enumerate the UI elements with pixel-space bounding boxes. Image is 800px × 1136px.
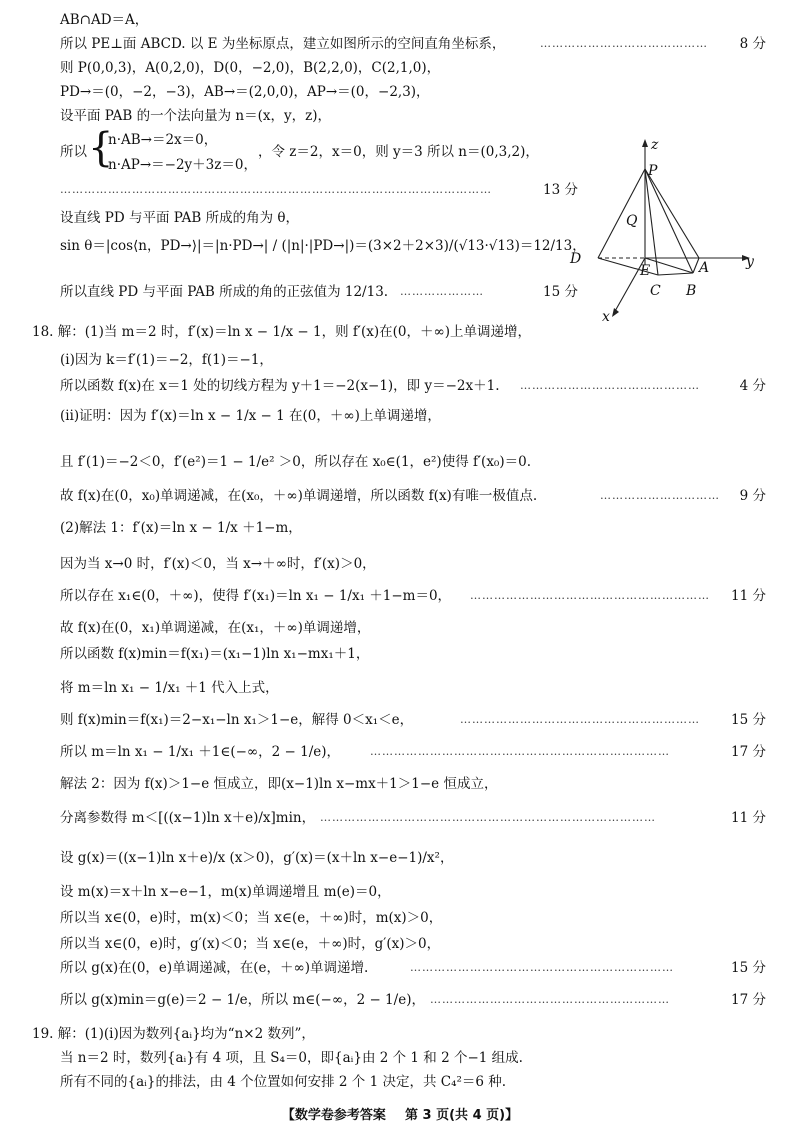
line-6a: 所以: [60, 144, 87, 160]
line-31: 所以 g(x)在(0，e)单调递减，在(e，＋∞)单调递增.: [60, 960, 369, 976]
edge-CB: [658, 273, 693, 275]
line-17: (2)解法 1：f′(x)＝ln x − 1/x ＋1−m，: [60, 520, 302, 536]
line-2: 所以 PE⊥面 ABCD. 以 E 为坐标原点，建立如图所示的空间直角坐标系，: [60, 36, 506, 52]
line-35: 所有不同的{aᵢ}的排法，由 4 个位置如何安排 2 个 1 决定，共 C₄²＝6 种.: [60, 1074, 507, 1090]
line-26: 分离参数得 m＜[((x−1)ln x＋e)/x]min，: [60, 810, 316, 826]
line-32: 所以 g(x)min＝g(e)＝2 − 1/e，所以 m∈(−∞，2 − 1/e)，: [60, 992, 425, 1008]
line-5: 设平面 PAB 的一个法向量为 n＝(x，y，z)，: [60, 108, 331, 124]
pyramid-figure: [568, 135, 768, 330]
score: 17 分: [731, 992, 766, 1008]
line-1: AB∩AD＝A，: [60, 12, 149, 28]
leader-dots: …………………………: [600, 489, 720, 502]
line-24: 所以 m＝ln x₁ − 1/x₁ ＋1∈(−∞，2 − 1/e)，: [60, 744, 341, 760]
line-15: 且 f′(1)＝−2＜0，f′(e²)＝1 − 1/e² ＞0，所以存在 x₀∈(1，e²)使得 f′(x₀)＝0.: [60, 454, 531, 470]
line-28: 设 m(x)＝x＋ln x−e−1，m(x)单调递增且 m(e)＝0，: [60, 884, 391, 900]
leader-dots: …………………: [400, 285, 484, 298]
line-12: (ⅰ)因为 k＝f′(1)＝−2，f(1)＝−1，: [60, 352, 273, 368]
line-27: 设 g(x)＝((x−1)ln x＋e)/x (x＞0)，g′(x)＝(x＋ln x−e−1)/x²，: [60, 850, 454, 866]
line-23: 则 f(x)min＝f(x₁)＝2−x₁−ln x₁＞1−e，解得 0＜x₁＜e，: [60, 712, 414, 728]
score: 13 分: [543, 182, 578, 198]
label-D: D: [570, 251, 582, 267]
label-Q: Q: [626, 213, 638, 229]
line-13: 所以函数 f(x)在 x＝1 处的切线方程为 y＋1＝−2(x−1)，即 y＝−2x＋1.: [60, 378, 500, 394]
leader-dots: …………………………………………………………: [410, 961, 674, 974]
leader-dots: ………………………………………………………………………………………………: [60, 183, 492, 196]
line-11: 18. 解：(1)当 m＝2 时，f′(x)＝ln x − 1/x − 1，则 f′(x)在(0，＋∞)上单调递增，: [32, 324, 531, 340]
line-19: 所以存在 x₁∈(0，＋∞)，使得 f′(x₁)＝ln x₁ − 1/x₁ ＋1−m＝0，: [60, 588, 452, 604]
edge-PB: [645, 169, 693, 273]
line-6c: n·AP→＝−2y＋3z＝0，: [108, 157, 257, 173]
score: 9 分: [739, 488, 766, 504]
leader-dots: ……………………………………: [540, 37, 708, 50]
label-E: E: [640, 263, 651, 279]
line-6d: ，令 z＝2，x＝0，则 y＝3 所以 n＝(0,3,2)，: [258, 144, 539, 160]
label-x: x: [602, 309, 610, 325]
leader-dots: ………………………………………: [520, 379, 700, 392]
label-y: y: [746, 254, 754, 270]
footer-title: 【数学卷参考答案: [281, 1108, 386, 1123]
leader-dots: ……………………………………………………: [430, 993, 670, 1006]
line-29: 所以当 x∈(0，e)时，m(x)＜0；当 x∈(e，＋∞)时，m(x)＞0，: [60, 910, 443, 926]
line-34: 当 n＝2 时，数列{aᵢ}有 4 项，且 S₄＝0，即{aᵢ}由 2 个 1 和 2 个−1 组成.: [60, 1050, 523, 1066]
brace-symbol: {: [88, 125, 114, 171]
score: 17 分: [731, 744, 766, 760]
score: 11 分: [731, 810, 766, 826]
line-25: 解法 2：因为 f(x)＞1−e 恒成立，即(x−1)ln x−mx＋1＞1−e 恒成立，: [60, 776, 498, 792]
line-9: sin θ＝|cos⟨n，PD→⟩|＝|n·PD→| / (|n|·|PD→|)＝(3×2＋2×3)/(√13·√13)＝12/13，: [60, 238, 586, 254]
label-B: B: [686, 283, 697, 299]
leader-dots: …………………………………………………………………: [370, 745, 670, 758]
label-P: P: [648, 163, 658, 179]
line-33: 19. 解：(1)(ⅰ)因为数列{aᵢ}均为“n×2 数列”，: [32, 1026, 315, 1042]
z-arrow: [642, 139, 648, 147]
page-footer: [0, 1104, 800, 1123]
score: 11 分: [731, 588, 766, 604]
leader-dots: …………………………………………………………………………: [320, 811, 656, 824]
label-C: C: [650, 283, 661, 299]
line-8: 设直线 PD 与平面 PAB 所成的角为 θ，: [60, 210, 300, 226]
footer-page: 第 3 页(共 4 页)】: [405, 1108, 519, 1123]
score: 4 分: [739, 378, 766, 394]
x-arrow: [612, 308, 619, 317]
line-10: 所以直线 PD 与平面 PAB 所成的角的正弦值为 12/13.: [60, 284, 389, 300]
score: 15 分: [731, 712, 766, 728]
edge-PA: [645, 169, 699, 258]
edge-PD: [598, 169, 645, 258]
line-16: 故 f(x)在(0，x₀)单调递减，在(x₀，＋∞)单调递增，所以函数 f(x)有唯一极值点.: [60, 488, 538, 504]
line-4: PD→＝(0，−2，−3)，AB→＝(2,0,0)，AP→＝(0，−2,3)，: [60, 84, 430, 100]
line-21: 所以函数 f(x)min＝f(x₁)＝(x₁−1)ln x₁−mx₁＋1，: [60, 646, 370, 662]
line-30: 所以当 x∈(0，e)时，g′(x)＜0；当 x∈(e，＋∞)时，g′(x)＞0，: [60, 936, 441, 952]
edge-EB: [645, 258, 693, 273]
score: 15 分: [543, 284, 578, 300]
label-z: z: [651, 137, 659, 153]
line-6b: n·AB→＝2x＝0，: [108, 132, 218, 148]
label-A: A: [699, 260, 710, 276]
line-3: 则 P(0,0,3)，A(0,2,0)，D(0，−2,0)，B(2,2,0)，C(2,1,0)，: [60, 60, 441, 76]
score: 8 分: [739, 36, 766, 52]
line-22: 将 m＝ln x₁ − 1/x₁ ＋1 代入上式，: [60, 680, 279, 696]
line-20: 故 f(x)在(0，x₁)单调递减，在(x₁，＋∞)单调递增，: [60, 620, 371, 636]
line-18: 因为当 x→0 时，f′(x)＜0，当 x→＋∞时，f′(x)＞0，: [60, 556, 376, 572]
leader-dots: ……………………………………………………: [460, 713, 700, 726]
leader-dots: ……………………………………………………: [470, 589, 710, 602]
line-14: (ⅱ)证明：因为 f′(x)＝ln x − 1/x − 1 在(0，＋∞)上单调递增，: [60, 408, 441, 424]
score: 15 分: [731, 960, 766, 976]
